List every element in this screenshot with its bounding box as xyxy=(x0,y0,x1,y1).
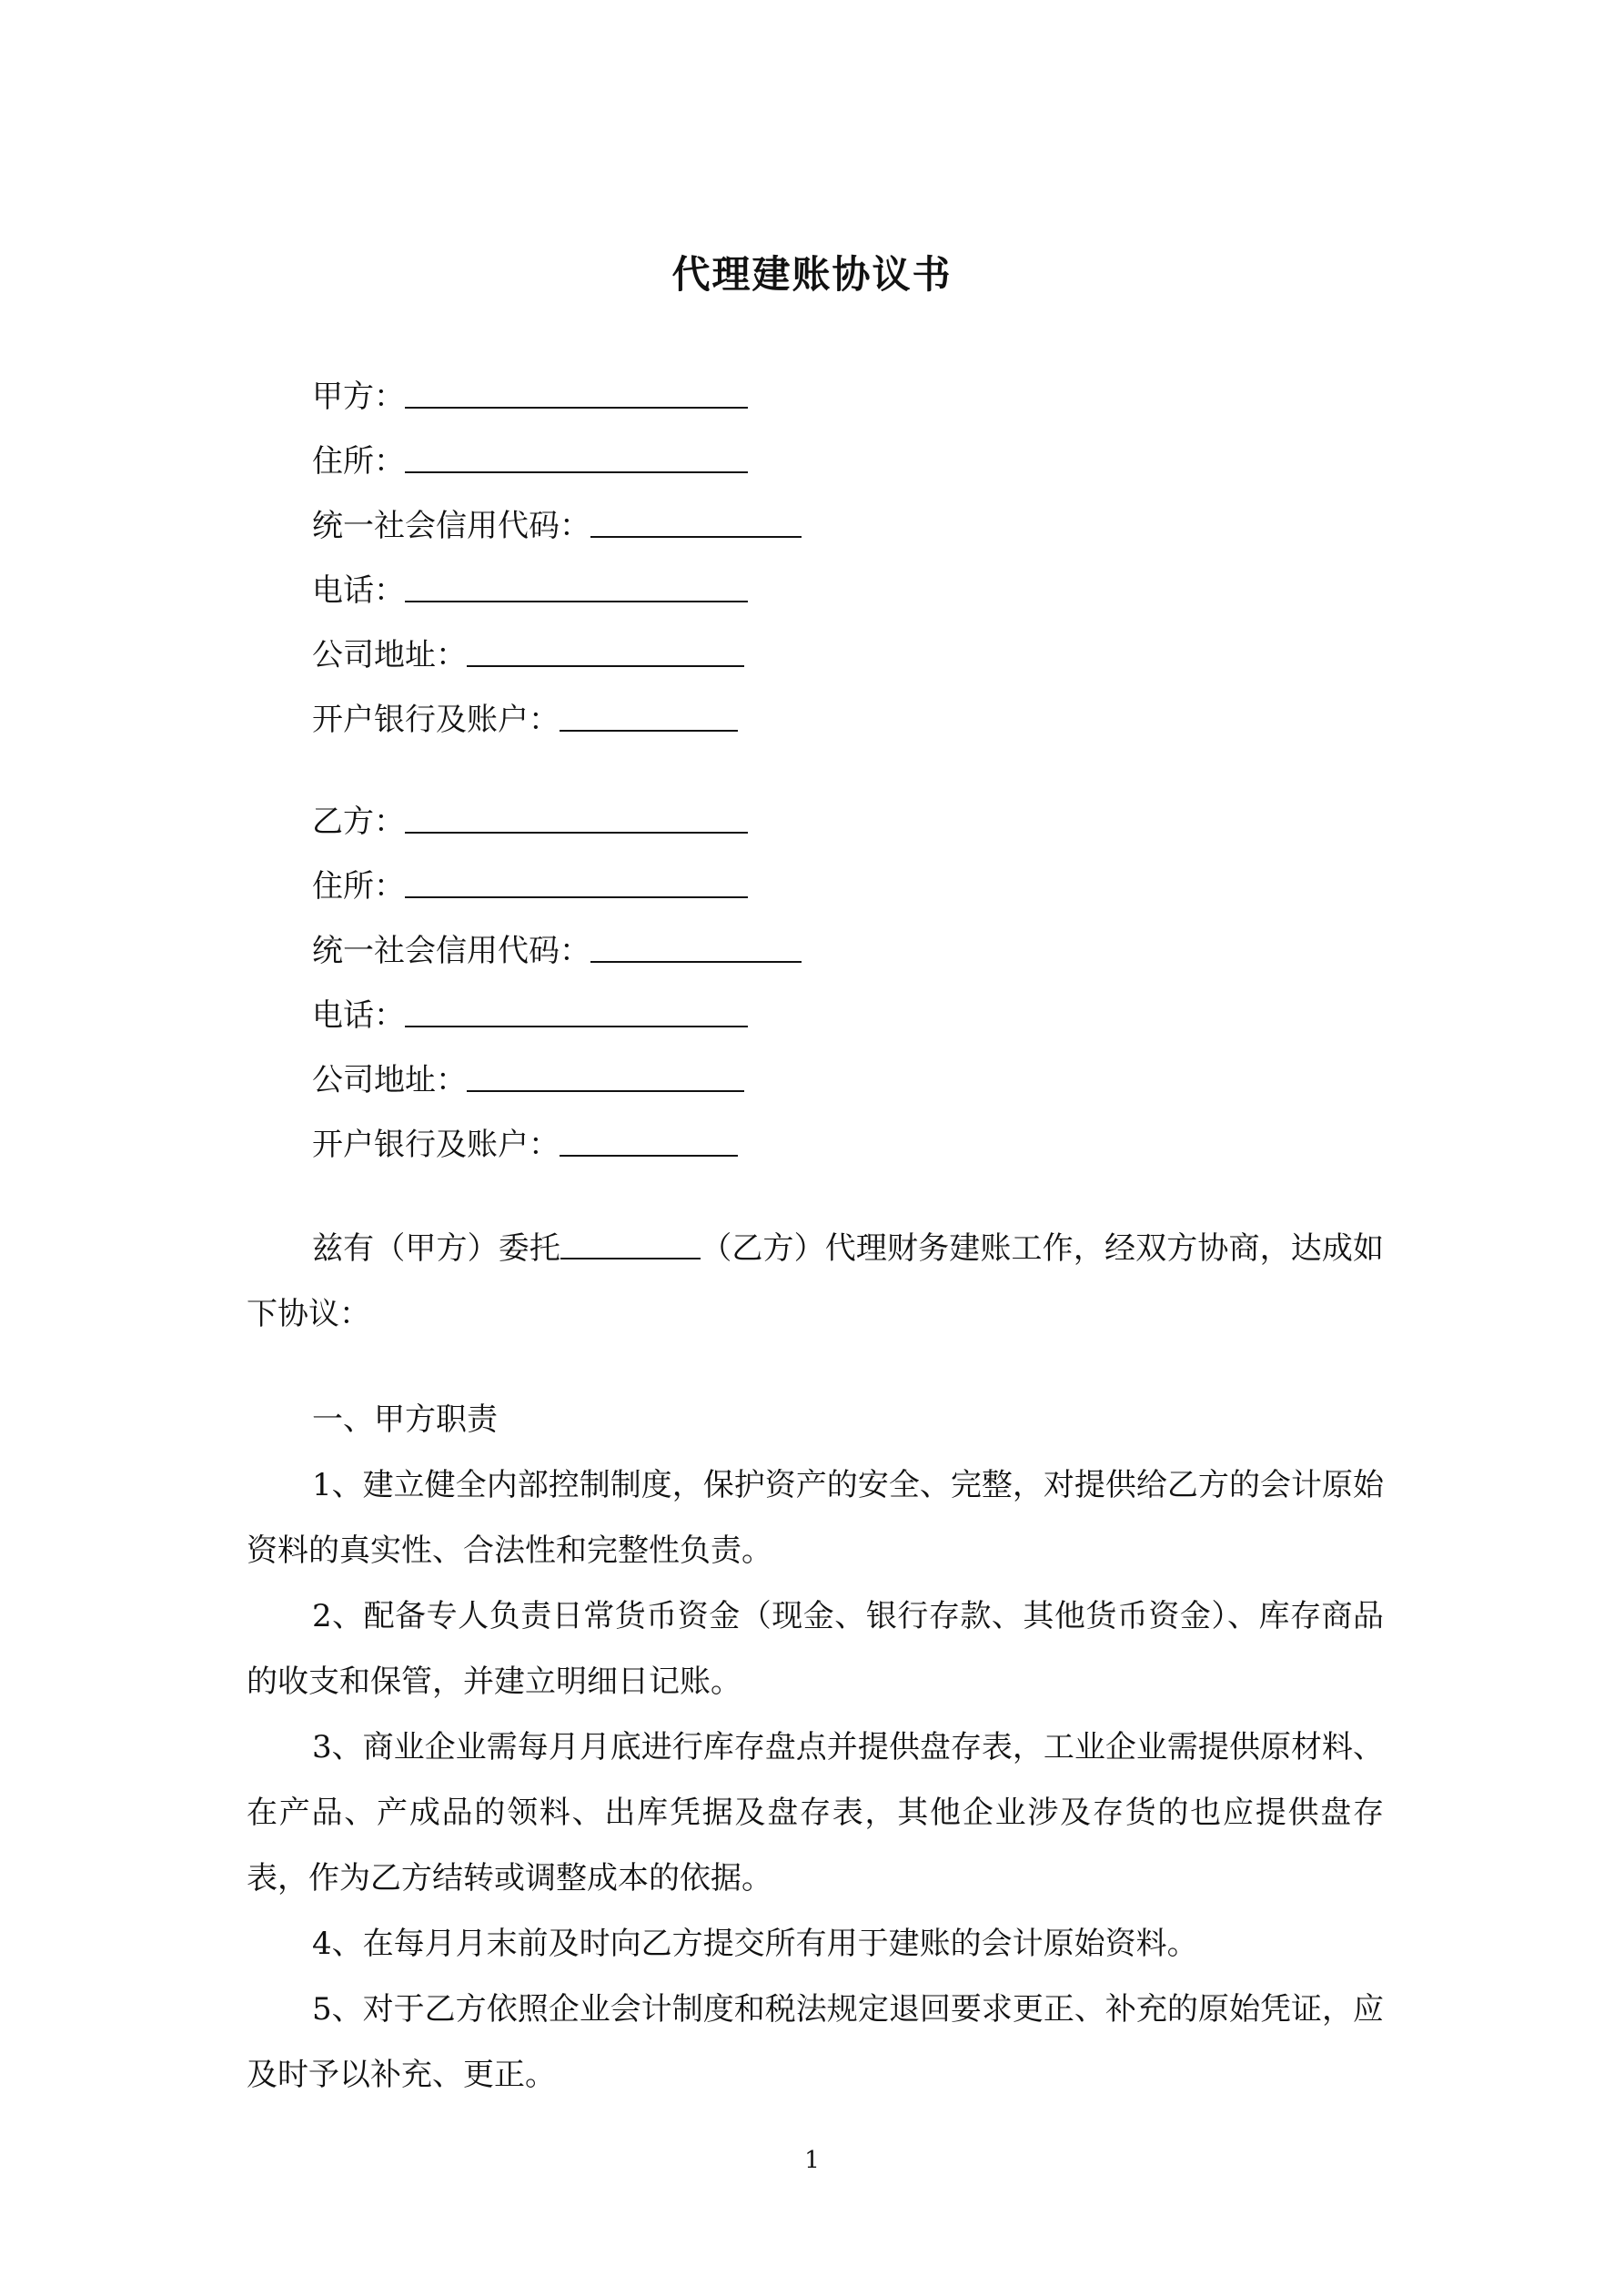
party-b-bank-account-field xyxy=(312,1113,1131,1178)
party-a-address-label: 住所： xyxy=(312,443,405,480)
party-b-credit-code-label: 统一社会信用代码： xyxy=(312,933,590,969)
party-b-credit-code-field xyxy=(312,919,1131,984)
party-b-name-field xyxy=(312,790,1131,855)
party-b-name-blank xyxy=(405,790,748,834)
party-a-address-field xyxy=(312,430,1131,494)
party-a-bank-account-label: 开户银行及账户： xyxy=(312,702,560,738)
party-a-bank-account-field xyxy=(312,688,1131,753)
party-a-bank-account-blank xyxy=(560,688,738,732)
party-b-phone-label: 电话： xyxy=(312,997,405,1034)
party-a-company-address-label: 公司地址： xyxy=(312,637,467,673)
party-b-credit-code-blank xyxy=(590,919,802,963)
intro-agent-blank xyxy=(560,1216,701,1259)
party-a-name-blank xyxy=(405,365,748,409)
party-b-bank-account-blank xyxy=(560,1113,738,1157)
section-heading: 一、甲方职责 xyxy=(312,1401,498,1438)
party-a-phone-field xyxy=(312,559,1131,623)
party-a-company-address-blank xyxy=(467,623,744,667)
party-b-name-label: 乙方： xyxy=(312,804,405,840)
party-b-company-address-label: 公司地址： xyxy=(312,1062,467,1098)
party-b-phone-field xyxy=(312,984,1131,1048)
clause-4: 4、在每月月末前及时向乙方提交所有用于建账的会计原始资料。 xyxy=(312,1926,1198,1962)
party-b-company-address-field xyxy=(312,1048,1131,1113)
intro-paragraph-block xyxy=(247,1216,1384,1347)
party-a-credit-code-label: 统一社会信用代码： xyxy=(312,508,590,544)
intro-text-after: （乙方）代理财务建账工作，经双方协商，达成如下协议： xyxy=(247,1230,1385,1332)
party-a-phone-blank xyxy=(405,559,748,602)
party-a-address-blank xyxy=(405,430,748,473)
clause-2: 2、配备专人负责日常货币资金（现金、银行存款、其他货币资金）、库存商品的收支和保管，并建立明细日记账。 xyxy=(247,1598,1384,1700)
party-b-phone-blank xyxy=(405,984,748,1027)
clause-5: 5、对于乙方依照企业会计制度和税法规定退回要求更正、补充的原始凭证，应及时予以补充、更正。 xyxy=(247,1991,1384,2093)
party-a-credit-code-field xyxy=(312,494,1131,559)
party-b-bank-account-label: 开户银行及账户： xyxy=(312,1127,560,1163)
party-a-name-label: 甲方： xyxy=(312,379,405,415)
party-a-credit-code-blank xyxy=(590,494,802,538)
intro-text-before: 兹有（甲方）委托 xyxy=(312,1230,561,1267)
party-b-info xyxy=(312,790,1131,1178)
party-b-address-blank xyxy=(405,855,748,898)
party-b-address-field xyxy=(312,855,1131,919)
party-a-company-address-field xyxy=(312,623,1131,688)
clause-1: 1、建立健全内部控制制度，保护资产的安全、完整，对提供给乙方的会计原始资料的真实性、合法性和完整性负责。 xyxy=(247,1467,1384,1569)
party-a-info xyxy=(312,365,1131,753)
document-title: 代理建账协议书 xyxy=(671,252,953,297)
party-b-company-address-blank xyxy=(467,1048,744,1092)
page-number: 1 xyxy=(804,2147,820,2174)
party-a-phone-label: 电话： xyxy=(312,572,405,609)
party-a-name-field xyxy=(312,365,1131,430)
clause-3: 3、商业企业需每月月底进行库存盘点并提供盘存表，工业企业需提供原材料、在产品、产成品的领料、出库凭据及盘存表，其他企业涉及存货的也应提供盘存表，作为乙方结转或调整成本的依据。 xyxy=(247,1729,1384,1896)
intro-paragraph xyxy=(247,1216,1384,1347)
section-party-a-duties xyxy=(247,1387,1384,2108)
party-b-address-label: 住所： xyxy=(312,868,405,905)
